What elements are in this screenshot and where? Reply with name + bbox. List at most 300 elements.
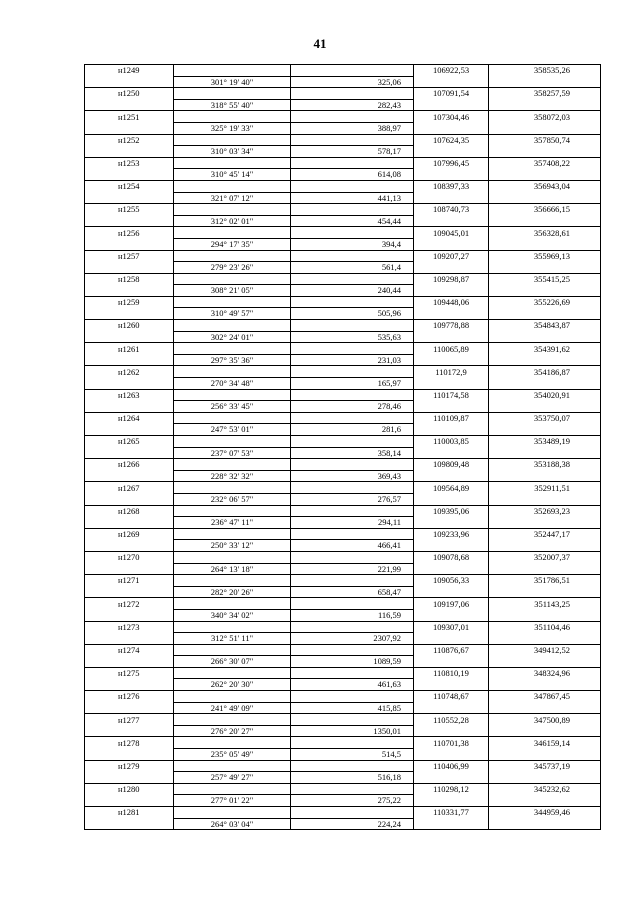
x-coordinate-cell: 109197,06 xyxy=(414,598,489,610)
y-coordinate-cell: 352911,51 xyxy=(489,482,601,494)
x-coordinate-cell: 109233,96 xyxy=(414,528,489,540)
x-coordinate-cell: 109298,87 xyxy=(414,273,489,285)
empty-x-cell xyxy=(414,795,489,807)
segment-row xyxy=(85,517,601,529)
distance-cell: 415,85 xyxy=(291,702,414,714)
direction-angle-cell: 312° 02' 01" xyxy=(174,215,291,227)
segment-row xyxy=(85,493,601,505)
empty-name-cell xyxy=(85,609,174,621)
distance-cell: 224,24 xyxy=(291,818,414,830)
direction-angle-cell: 228° 32' 32" xyxy=(174,470,291,482)
empty-distance-cell xyxy=(291,737,414,749)
point-name-cell: н1253 xyxy=(85,157,174,169)
x-coordinate-cell: 107624,35 xyxy=(414,134,489,146)
segment-row xyxy=(85,331,601,343)
empty-y-cell xyxy=(489,238,601,250)
x-coordinate-cell: 107304,46 xyxy=(414,111,489,123)
distance-cell: 165,97 xyxy=(291,378,414,390)
segment-row xyxy=(85,354,601,366)
empty-name-cell xyxy=(85,749,174,761)
point-row xyxy=(85,737,601,749)
empty-angle-cell xyxy=(174,783,291,795)
point-name-cell: н1272 xyxy=(85,598,174,610)
empty-angle-cell xyxy=(174,598,291,610)
segment-row xyxy=(85,540,601,552)
empty-angle-cell xyxy=(174,389,291,401)
empty-y-cell xyxy=(489,99,601,111)
empty-distance-cell xyxy=(291,436,414,448)
empty-name-cell xyxy=(85,99,174,111)
empty-angle-cell xyxy=(174,250,291,262)
distance-cell: 116,59 xyxy=(291,609,414,621)
point-name-cell: н1251 xyxy=(85,111,174,123)
empty-name-cell xyxy=(85,378,174,390)
empty-y-cell xyxy=(489,262,601,274)
empty-distance-cell xyxy=(291,644,414,656)
segment-row xyxy=(85,447,601,459)
empty-x-cell xyxy=(414,818,489,830)
point-name-cell: н1269 xyxy=(85,528,174,540)
segment-row xyxy=(85,725,601,737)
direction-angle-cell: 297° 35' 36" xyxy=(174,354,291,366)
empty-distance-cell xyxy=(291,807,414,819)
x-coordinate-cell: 109307,01 xyxy=(414,621,489,633)
empty-x-cell xyxy=(414,563,489,575)
empty-y-cell xyxy=(489,517,601,529)
empty-x-cell xyxy=(414,633,489,645)
empty-y-cell xyxy=(489,702,601,714)
point-name-cell: н1254 xyxy=(85,180,174,192)
point-row xyxy=(85,273,601,285)
segment-row xyxy=(85,586,601,598)
distance-cell: 2307,92 xyxy=(291,633,414,645)
x-coordinate-cell: 109045,01 xyxy=(414,227,489,239)
y-coordinate-cell: 354020,91 xyxy=(489,389,601,401)
point-name-cell: н1265 xyxy=(85,436,174,448)
x-coordinate-cell: 107091,54 xyxy=(414,88,489,100)
y-coordinate-cell: 354186,87 xyxy=(489,366,601,378)
point-row xyxy=(85,65,601,77)
segment-row xyxy=(85,146,601,158)
point-row xyxy=(85,482,601,494)
direction-angle-cell: 241° 49' 09" xyxy=(174,702,291,714)
empty-x-cell xyxy=(414,517,489,529)
point-name-cell: н1255 xyxy=(85,204,174,216)
distance-cell: 294,11 xyxy=(291,517,414,529)
distance-cell: 466,41 xyxy=(291,540,414,552)
y-coordinate-cell: 347867,45 xyxy=(489,691,601,703)
point-name-cell: н1259 xyxy=(85,296,174,308)
distance-cell: 388,97 xyxy=(291,122,414,134)
x-coordinate-cell: 110876,67 xyxy=(414,644,489,656)
distance-cell: 221,99 xyxy=(291,563,414,575)
point-row xyxy=(85,250,601,262)
point-row xyxy=(85,783,601,795)
direction-angle-cell: 236° 47' 11" xyxy=(174,517,291,529)
empty-y-cell xyxy=(489,795,601,807)
segment-row xyxy=(85,192,601,204)
point-name-cell: н1256 xyxy=(85,227,174,239)
empty-name-cell xyxy=(85,818,174,830)
direction-angle-cell: 318° 55' 40" xyxy=(174,99,291,111)
empty-name-cell xyxy=(85,633,174,645)
segment-row xyxy=(85,262,601,274)
y-coordinate-cell: 353489,19 xyxy=(489,436,601,448)
direction-angle-cell: 279° 23' 26" xyxy=(174,262,291,274)
empty-distance-cell xyxy=(291,366,414,378)
empty-angle-cell xyxy=(174,737,291,749)
direction-angle-cell: 308° 21' 05" xyxy=(174,285,291,297)
empty-angle-cell xyxy=(174,180,291,192)
empty-angle-cell xyxy=(174,134,291,146)
point-row xyxy=(85,807,601,819)
point-row xyxy=(85,111,601,123)
empty-y-cell xyxy=(489,656,601,668)
point-row xyxy=(85,551,601,563)
point-row xyxy=(85,366,601,378)
point-row xyxy=(85,459,601,471)
y-coordinate-cell: 346159,14 xyxy=(489,737,601,749)
direction-angle-cell: 310° 45' 14" xyxy=(174,169,291,181)
empty-distance-cell xyxy=(291,482,414,494)
x-coordinate-cell: 110174,58 xyxy=(414,389,489,401)
distance-cell: 454,44 xyxy=(291,215,414,227)
empty-name-cell xyxy=(85,493,174,505)
empty-name-cell xyxy=(85,702,174,714)
direction-angle-cell: 266° 30' 07" xyxy=(174,656,291,668)
empty-distance-cell xyxy=(291,551,414,563)
empty-y-cell xyxy=(489,401,601,413)
empty-angle-cell xyxy=(174,320,291,332)
direction-angle-cell: 237° 07' 53" xyxy=(174,447,291,459)
y-coordinate-cell: 345737,19 xyxy=(489,760,601,772)
point-name-cell: н1249 xyxy=(85,65,174,77)
segment-row xyxy=(85,470,601,482)
empty-y-cell xyxy=(489,122,601,134)
empty-y-cell xyxy=(489,424,601,436)
distance-cell: 1089,59 xyxy=(291,656,414,668)
x-coordinate-cell: 107996,45 xyxy=(414,157,489,169)
empty-y-cell xyxy=(489,308,601,320)
direction-angle-cell: 340° 34' 02" xyxy=(174,609,291,621)
empty-x-cell xyxy=(414,586,489,598)
point-row xyxy=(85,667,601,679)
empty-angle-cell xyxy=(174,227,291,239)
segment-row xyxy=(85,122,601,134)
direction-angle-cell: 256° 33' 45" xyxy=(174,401,291,413)
empty-x-cell xyxy=(414,725,489,737)
empty-name-cell xyxy=(85,772,174,784)
empty-angle-cell xyxy=(174,459,291,471)
y-coordinate-cell: 355415,25 xyxy=(489,273,601,285)
point-row xyxy=(85,343,601,355)
empty-distance-cell xyxy=(291,505,414,517)
point-name-cell: н1262 xyxy=(85,366,174,378)
direction-angle-cell: 277° 01' 22" xyxy=(174,795,291,807)
direction-angle-cell: 264° 13' 18" xyxy=(174,563,291,575)
y-coordinate-cell: 349412,52 xyxy=(489,644,601,656)
point-row xyxy=(85,691,601,703)
empty-y-cell xyxy=(489,169,601,181)
x-coordinate-cell: 109078,68 xyxy=(414,551,489,563)
x-coordinate-cell: 110065,89 xyxy=(414,343,489,355)
direction-angle-cell: 321° 07' 12" xyxy=(174,192,291,204)
distance-cell: 369,43 xyxy=(291,470,414,482)
point-row xyxy=(85,204,601,216)
empty-distance-cell xyxy=(291,227,414,239)
direction-angle-cell: 276° 20' 27" xyxy=(174,725,291,737)
empty-name-cell xyxy=(85,354,174,366)
empty-y-cell xyxy=(489,215,601,227)
empty-name-cell xyxy=(85,401,174,413)
segment-row xyxy=(85,772,601,784)
point-name-cell: н1266 xyxy=(85,459,174,471)
empty-y-cell xyxy=(489,76,601,88)
empty-angle-cell xyxy=(174,760,291,772)
x-coordinate-cell: 110748,67 xyxy=(414,691,489,703)
empty-name-cell xyxy=(85,563,174,575)
empty-distance-cell xyxy=(291,691,414,703)
empty-distance-cell xyxy=(291,598,414,610)
empty-name-cell xyxy=(85,470,174,482)
point-name-cell: н1258 xyxy=(85,273,174,285)
empty-angle-cell xyxy=(174,436,291,448)
x-coordinate-cell: 108740,73 xyxy=(414,204,489,216)
distance-cell: 281,6 xyxy=(291,424,414,436)
empty-x-cell xyxy=(414,169,489,181)
y-coordinate-cell: 352447,17 xyxy=(489,528,601,540)
empty-distance-cell xyxy=(291,412,414,424)
segment-row xyxy=(85,285,601,297)
segment-row xyxy=(85,378,601,390)
empty-name-cell xyxy=(85,586,174,598)
empty-distance-cell xyxy=(291,180,414,192)
distance-cell: 282,43 xyxy=(291,99,414,111)
direction-angle-cell: 302° 24' 01" xyxy=(174,331,291,343)
empty-x-cell xyxy=(414,493,489,505)
point-name-cell: н1281 xyxy=(85,807,174,819)
distance-cell: 275,22 xyxy=(291,795,414,807)
empty-y-cell xyxy=(489,331,601,343)
x-coordinate-cell: 110810,19 xyxy=(414,667,489,679)
distance-cell: 325,06 xyxy=(291,76,414,88)
x-coordinate-cell: 109395,06 xyxy=(414,505,489,517)
x-coordinate-cell: 110406,99 xyxy=(414,760,489,772)
empty-angle-cell xyxy=(174,621,291,633)
x-coordinate-cell: 110003,85 xyxy=(414,436,489,448)
empty-y-cell xyxy=(489,772,601,784)
empty-x-cell xyxy=(414,192,489,204)
empty-angle-cell xyxy=(174,343,291,355)
empty-y-cell xyxy=(489,725,601,737)
point-row xyxy=(85,227,601,239)
y-coordinate-cell: 344959,46 xyxy=(489,807,601,819)
empty-name-cell xyxy=(85,424,174,436)
y-coordinate-cell: 351143,25 xyxy=(489,598,601,610)
empty-angle-cell xyxy=(174,111,291,123)
empty-name-cell xyxy=(85,285,174,297)
empty-distance-cell xyxy=(291,575,414,587)
point-name-cell: н1263 xyxy=(85,389,174,401)
segment-row xyxy=(85,424,601,436)
x-coordinate-cell: 110172,9 xyxy=(414,366,489,378)
point-name-cell: н1257 xyxy=(85,250,174,262)
empty-x-cell xyxy=(414,354,489,366)
direction-angle-cell: 262° 20' 30" xyxy=(174,679,291,691)
empty-angle-cell xyxy=(174,667,291,679)
empty-angle-cell xyxy=(174,575,291,587)
empty-angle-cell xyxy=(174,691,291,703)
segment-row xyxy=(85,749,601,761)
y-coordinate-cell: 352693,23 xyxy=(489,505,601,517)
x-coordinate-cell: 109207,27 xyxy=(414,250,489,262)
distance-cell: 658,47 xyxy=(291,586,414,598)
point-name-cell: н1278 xyxy=(85,737,174,749)
empty-x-cell xyxy=(414,447,489,459)
distance-cell: 516,18 xyxy=(291,772,414,784)
y-coordinate-cell: 347500,89 xyxy=(489,714,601,726)
empty-x-cell xyxy=(414,238,489,250)
empty-name-cell xyxy=(85,122,174,134)
segment-row xyxy=(85,633,601,645)
direction-angle-cell: 294° 17' 35" xyxy=(174,238,291,250)
distance-cell: 561,4 xyxy=(291,262,414,274)
x-coordinate-cell: 109448,06 xyxy=(414,296,489,308)
distance-cell: 240,44 xyxy=(291,285,414,297)
empty-y-cell xyxy=(489,563,601,575)
empty-y-cell xyxy=(489,586,601,598)
point-row xyxy=(85,644,601,656)
empty-x-cell xyxy=(414,424,489,436)
empty-y-cell xyxy=(489,354,601,366)
empty-distance-cell xyxy=(291,343,414,355)
empty-y-cell xyxy=(489,749,601,761)
segment-row xyxy=(85,308,601,320)
point-name-cell: н1260 xyxy=(85,320,174,332)
x-coordinate-cell: 109778,88 xyxy=(414,320,489,332)
empty-y-cell xyxy=(489,146,601,158)
empty-angle-cell xyxy=(174,551,291,563)
point-row xyxy=(85,320,601,332)
y-coordinate-cell: 351786,51 xyxy=(489,575,601,587)
point-name-cell: н1276 xyxy=(85,691,174,703)
y-coordinate-cell: 358072,03 xyxy=(489,111,601,123)
y-coordinate-cell: 352007,37 xyxy=(489,551,601,563)
empty-x-cell xyxy=(414,262,489,274)
empty-x-cell xyxy=(414,76,489,88)
distance-cell: 535,63 xyxy=(291,331,414,343)
empty-x-cell xyxy=(414,401,489,413)
direction-angle-cell: 282° 20' 26" xyxy=(174,586,291,598)
empty-y-cell xyxy=(489,447,601,459)
empty-x-cell xyxy=(414,656,489,668)
point-name-cell: н1275 xyxy=(85,667,174,679)
point-row xyxy=(85,598,601,610)
empty-name-cell xyxy=(85,679,174,691)
empty-distance-cell xyxy=(291,250,414,262)
segment-row xyxy=(85,401,601,413)
empty-x-cell xyxy=(414,331,489,343)
empty-name-cell xyxy=(85,238,174,250)
point-row xyxy=(85,436,601,448)
y-coordinate-cell: 355226,69 xyxy=(489,296,601,308)
direction-angle-cell: 301° 19' 40" xyxy=(174,76,291,88)
empty-distance-cell xyxy=(291,111,414,123)
empty-name-cell xyxy=(85,169,174,181)
empty-y-cell xyxy=(489,818,601,830)
empty-name-cell xyxy=(85,517,174,529)
y-coordinate-cell: 353750,07 xyxy=(489,412,601,424)
empty-name-cell xyxy=(85,656,174,668)
point-name-cell: н1252 xyxy=(85,134,174,146)
direction-angle-cell: 257° 49' 27" xyxy=(174,772,291,784)
point-row xyxy=(85,389,601,401)
empty-y-cell xyxy=(489,493,601,505)
x-coordinate-cell: 109564,89 xyxy=(414,482,489,494)
distance-cell: 614,08 xyxy=(291,169,414,181)
segment-row xyxy=(85,818,601,830)
empty-x-cell xyxy=(414,540,489,552)
direction-angle-cell: 235° 05' 49" xyxy=(174,749,291,761)
segment-row xyxy=(85,99,601,111)
empty-angle-cell xyxy=(174,204,291,216)
direction-angle-cell: 325° 19' 33" xyxy=(174,122,291,134)
empty-angle-cell xyxy=(174,412,291,424)
empty-distance-cell xyxy=(291,296,414,308)
segment-row xyxy=(85,609,601,621)
distance-cell: 461,63 xyxy=(291,679,414,691)
empty-angle-cell xyxy=(174,273,291,285)
empty-x-cell xyxy=(414,308,489,320)
empty-distance-cell xyxy=(291,134,414,146)
y-coordinate-cell: 356666,15 xyxy=(489,204,601,216)
distance-cell: 358,14 xyxy=(291,447,414,459)
empty-distance-cell xyxy=(291,783,414,795)
point-row xyxy=(85,760,601,772)
empty-x-cell xyxy=(414,99,489,111)
point-row xyxy=(85,621,601,633)
empty-y-cell xyxy=(489,192,601,204)
point-row xyxy=(85,528,601,540)
point-row xyxy=(85,412,601,424)
direction-angle-cell: 264° 03' 04" xyxy=(174,818,291,830)
y-coordinate-cell: 348324,96 xyxy=(489,667,601,679)
empty-y-cell xyxy=(489,633,601,645)
point-name-cell: н1273 xyxy=(85,621,174,633)
y-coordinate-cell: 358535,26 xyxy=(489,65,601,77)
y-coordinate-cell: 357408,22 xyxy=(489,157,601,169)
distance-cell: 505,96 xyxy=(291,308,414,320)
empty-angle-cell xyxy=(174,528,291,540)
direction-angle-cell: 250° 33' 12" xyxy=(174,540,291,552)
x-coordinate-cell: 110298,12 xyxy=(414,783,489,795)
y-coordinate-cell: 351104,46 xyxy=(489,621,601,633)
empty-x-cell xyxy=(414,679,489,691)
x-coordinate-cell: 110701,38 xyxy=(414,737,489,749)
empty-x-cell xyxy=(414,749,489,761)
point-row xyxy=(85,134,601,146)
empty-y-cell xyxy=(489,470,601,482)
empty-name-cell xyxy=(85,215,174,227)
segment-row xyxy=(85,656,601,668)
y-coordinate-cell: 356943,04 xyxy=(489,180,601,192)
empty-y-cell xyxy=(489,285,601,297)
empty-angle-cell xyxy=(174,807,291,819)
empty-angle-cell xyxy=(174,65,291,77)
distance-cell: 441,13 xyxy=(291,192,414,204)
y-coordinate-cell: 356328,61 xyxy=(489,227,601,239)
point-name-cell: н1264 xyxy=(85,412,174,424)
